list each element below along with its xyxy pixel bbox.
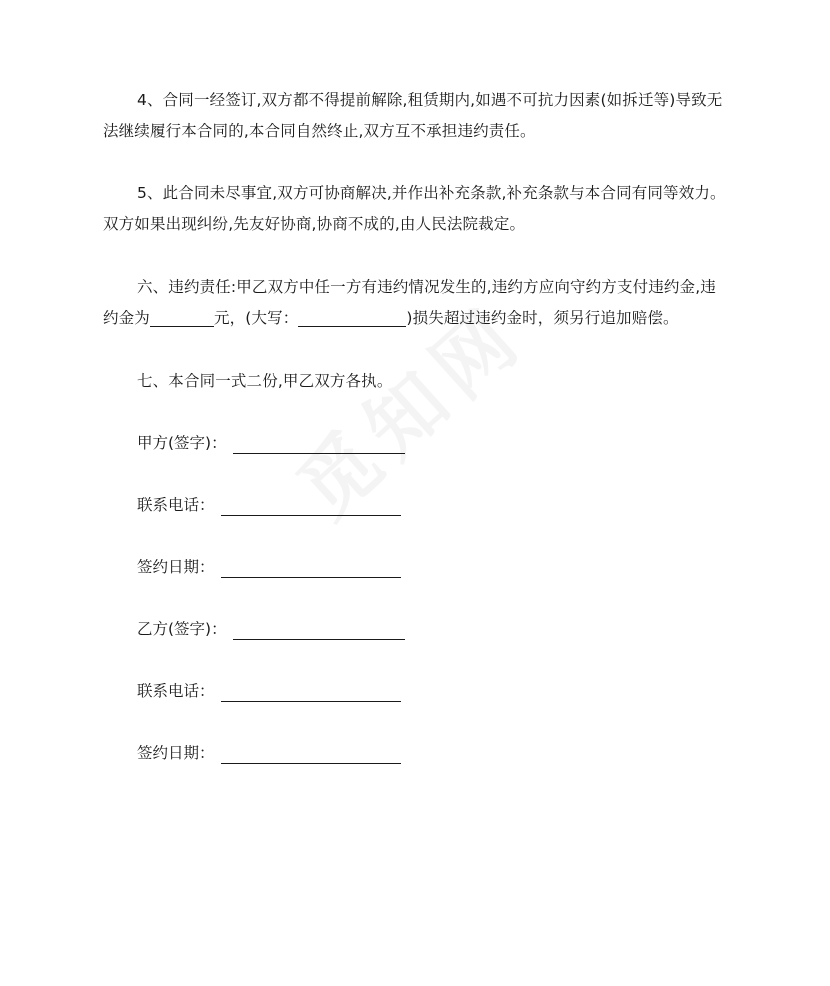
party-a-phone-label: 联系电话：	[137, 496, 215, 514]
party-a-date-row	[137, 552, 401, 582]
party-a-signature-label: 甲方(签字)：	[137, 434, 227, 452]
party-b-date-label: 签约日期：	[137, 744, 215, 762]
party-b-signature-line[interactable]	[233, 619, 405, 640]
penalty-amount-uppercase-blank[interactable]	[298, 306, 406, 327]
party-b-signature-label: 乙方(签字)：	[137, 620, 227, 638]
clause-5: 5、此合同未尽事宜,双方可协商解决,并作出补充条款,补充条款与本合同有同等效力。双方如果出现纠纷,先友好协商,协商不成的,由人民法院裁定。	[103, 184, 726, 233]
party-b-phone-line[interactable]	[221, 681, 401, 702]
clause-breach-liability	[103, 272, 731, 334]
party-b-date-line[interactable]	[221, 743, 401, 764]
party-a-date-line[interactable]	[221, 557, 401, 578]
party-b-phone-row	[137, 676, 401, 706]
party-a-date-label: 签约日期：	[137, 558, 215, 576]
clause-4: 4、合同一经签订,双方都不得提前解除,租赁期内,如遇不可抗力因素(如拆迁等)导致无法继续履行本合同的,本合同自然终止,双方互不承担违约责任。	[103, 91, 723, 140]
breach-text-start: 六、违约责任:甲乙双方中任一方有违约情况发生的,违约方应向守约方支付违约金,违约金为	[103, 278, 716, 327]
party-a-signature-row	[137, 428, 405, 458]
party-b-date-row	[137, 738, 401, 768]
party-a-phone-row	[137, 490, 401, 520]
party-b-signature-row	[137, 614, 405, 644]
party-b-phone-label: 联系电话：	[137, 682, 215, 700]
clause-copies: 七、本合同一式二份,甲乙双方各执。	[137, 372, 393, 390]
party-a-signature-line[interactable]	[233, 433, 405, 454]
penalty-amount-blank[interactable]	[150, 306, 214, 327]
breach-text-middle: 元，(大写：	[213, 309, 299, 327]
breach-text-end: )损失超过违约金时，须另行追加赔偿。	[406, 309, 679, 327]
party-a-phone-line[interactable]	[221, 495, 401, 516]
